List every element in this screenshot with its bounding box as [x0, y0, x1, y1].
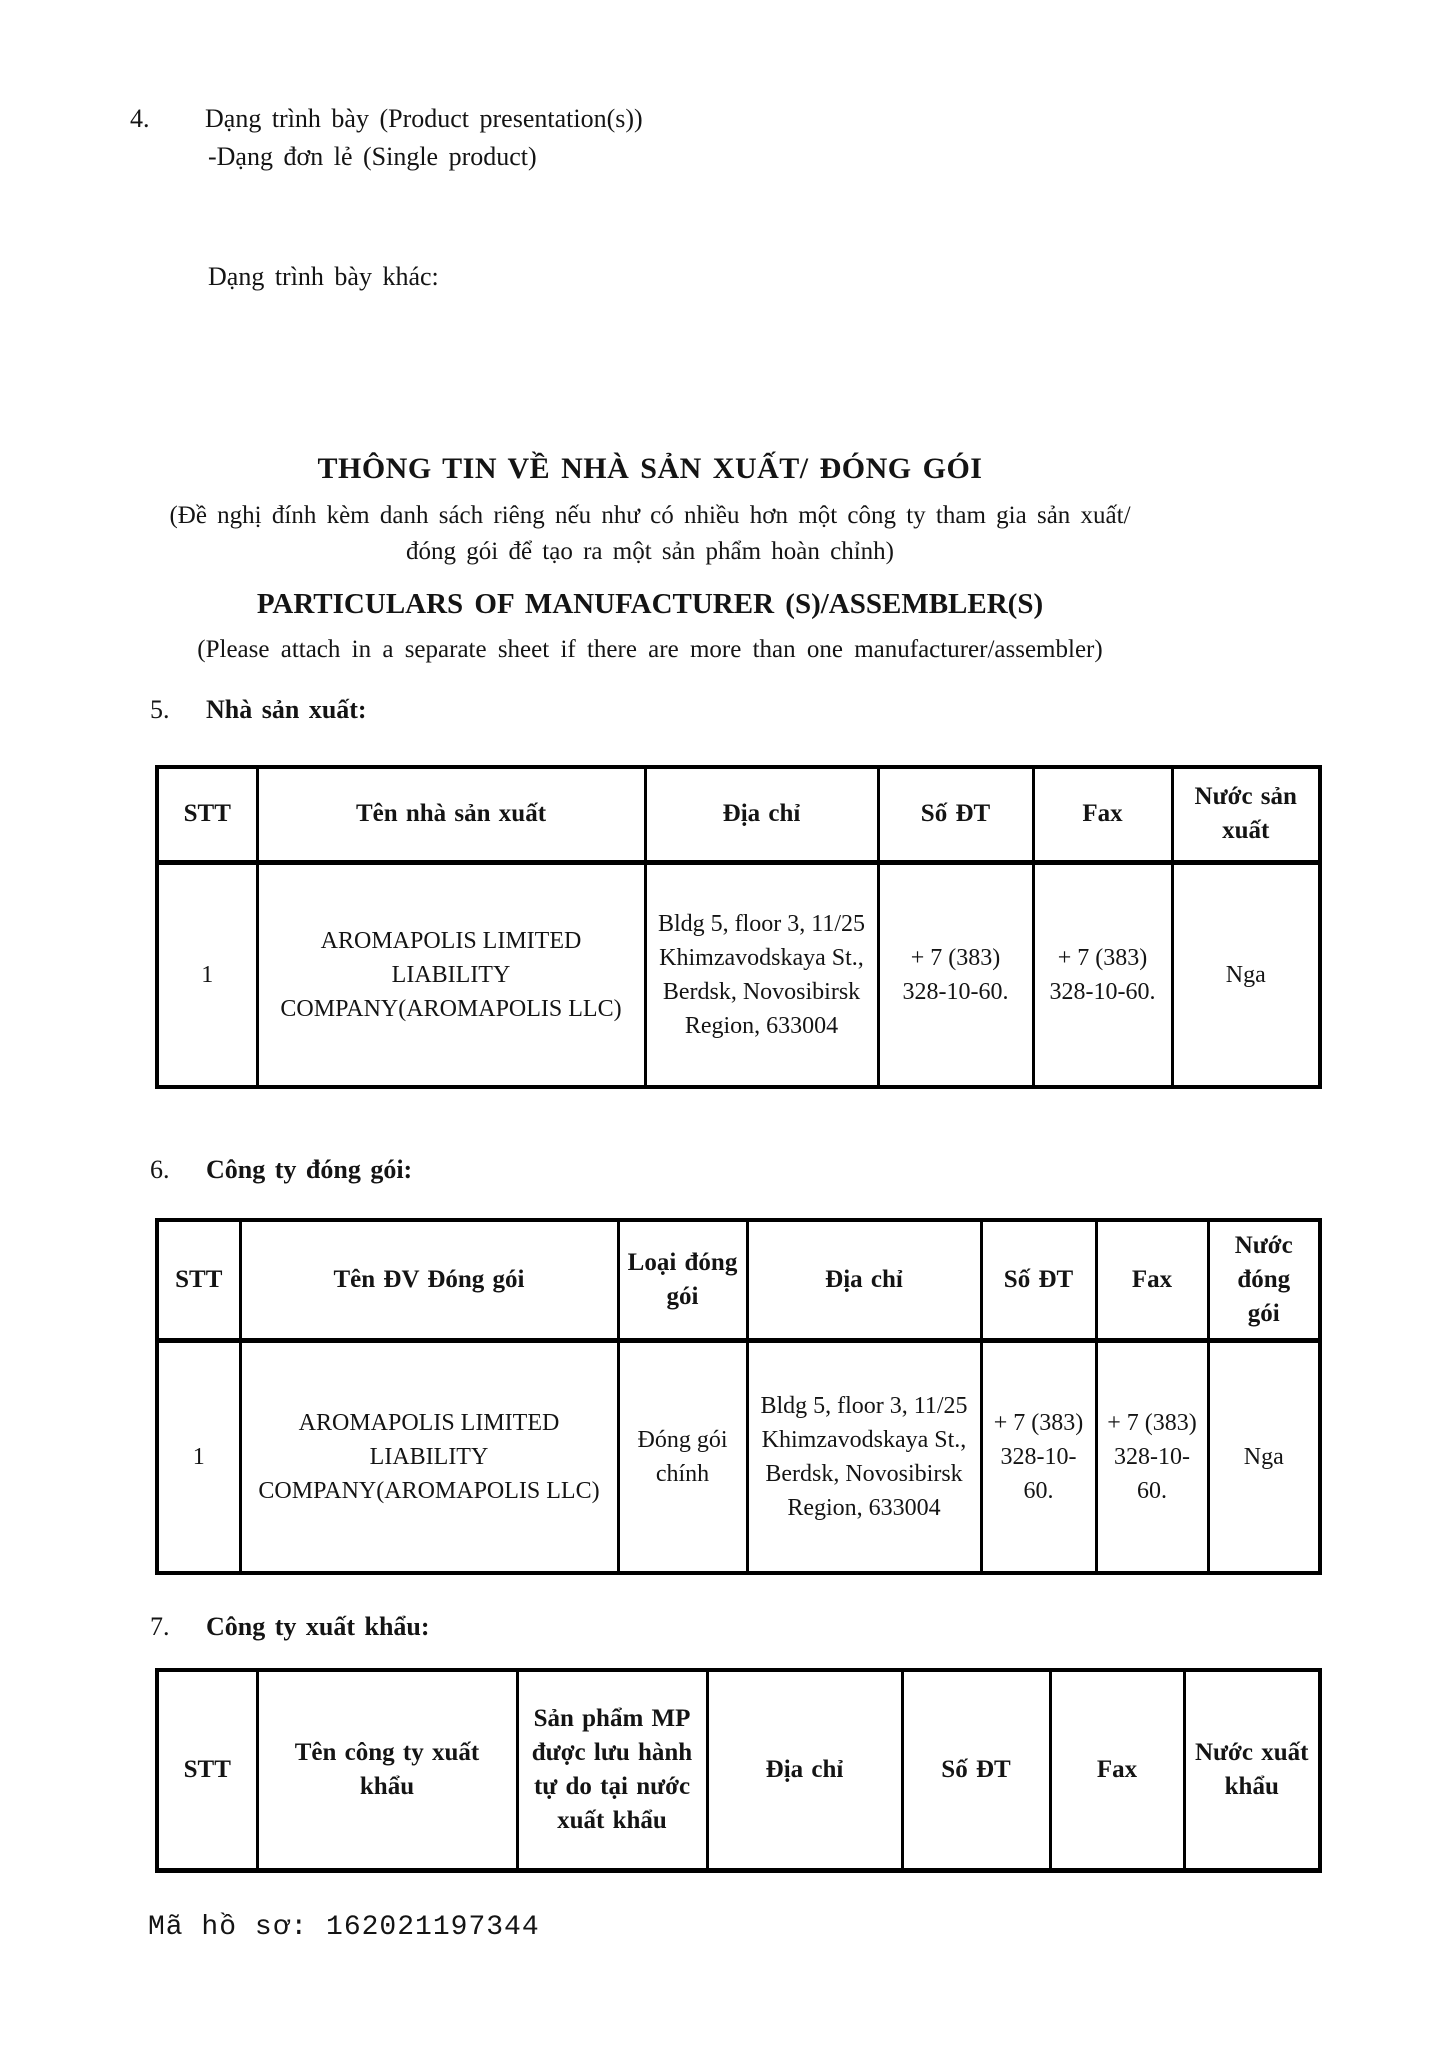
manufacturer-header-name: Tên nhà sản xuất [257, 767, 645, 862]
manufacturer-table-header-row [157, 767, 1320, 862]
packaging-cell-stt: 1 [157, 1340, 240, 1573]
packaging-cell-fax: + 7 (383) 328-10-60. [1096, 1340, 1208, 1573]
packaging-header-address: Địa chỉ [747, 1220, 981, 1340]
section-4-single-product: -Dạng đơn lẻ (Single product) [208, 142, 537, 171]
packaging-cell-phone: + 7 (383) 328-10-60. [981, 1340, 1096, 1573]
section-4-title: Dạng trình bày (Product presentation(s)) [205, 104, 643, 133]
manufacturer-cell-address: Bldg 5, floor 3, 11/25 Khimzavodskaya St., Berdsk, Novosibirsk Region, 633004 [645, 862, 878, 1087]
manufacturer-table-row [157, 862, 1320, 1087]
packaging-header-country: Nước đóng gói [1208, 1220, 1320, 1340]
section-7-label [150, 1612, 430, 1642]
section-7-number: 7. [150, 1612, 170, 1641]
export-header-stt: STT [157, 1670, 257, 1870]
packaging-table [155, 1218, 1322, 1575]
manufacturer-cell-stt: 1 [157, 862, 257, 1087]
section-5-title: Nhà sản xuất: [206, 695, 367, 724]
dossier-code: Mã hồ sơ: 162021197344 [148, 1912, 540, 1943]
manufacturer-header-stt: STT [157, 767, 257, 862]
subtitle-vietnamese: (Đề nghị đính kèm danh sách riêng nếu như có nhiều hơn một công ty tham gia sản xuất/ đóng gói để tạo ra một sản phẩm hoàn chỉnh) [169, 502, 1131, 565]
section-4-product-presentation [130, 100, 1030, 176]
export-table-header-row [157, 1670, 1320, 1870]
export-header-fax: Fax [1050, 1670, 1184, 1870]
manufacturer-header-phone: Số ĐT [878, 767, 1033, 862]
manufacturer-header-address: Địa chỉ [645, 767, 878, 862]
packaging-cell-type: Đóng gói chính [618, 1340, 747, 1573]
export-header-address: Địa chỉ [707, 1670, 902, 1870]
export-header-free-sale: Sản phẩm MP được lưu hành tự do tại nước xuất khẩu [517, 1670, 707, 1870]
section-5-label [150, 695, 367, 725]
packaging-header-phone: Số ĐT [981, 1220, 1096, 1340]
heading-english: PARTICULARS OF MANUFACTURER (S)/ASSEMBLER(S) [256, 588, 1044, 620]
manufacturer-cell-country: Nga [1172, 862, 1320, 1087]
manufacturer-table [155, 765, 1322, 1089]
packaging-header-stt: STT [157, 1220, 240, 1340]
export-table [155, 1668, 1322, 1873]
manufacturer-header-country: Nước sản xuất [1172, 767, 1320, 862]
packaging-header-name: Tên ĐV Đóng gói [240, 1220, 618, 1340]
section-6-number: 6. [150, 1155, 170, 1184]
packaging-table-row [157, 1340, 1320, 1573]
packaging-header-fax: Fax [1096, 1220, 1208, 1340]
manufacturer-cell-name: AROMAPOLIS LIMITED LIABILITY COMPANY(AROMAPOLIS LLC) [257, 862, 645, 1087]
section-4-number: 4. [130, 104, 150, 133]
manufacturer-cell-fax: + 7 (383) 328-10-60. [1033, 862, 1172, 1087]
manufacturer-cell-phone: + 7 (383) 328-10-60. [878, 862, 1033, 1087]
section-6-label [150, 1155, 412, 1185]
export-header-phone: Số ĐT [902, 1670, 1050, 1870]
manufacturer-header-fax: Fax [1033, 767, 1172, 862]
section-6-title: Công ty đóng gói: [206, 1155, 413, 1184]
section-5-number: 5. [150, 695, 170, 724]
packaging-cell-name: AROMAPOLIS LIMITED LIABILITY COMPANY(AROMAPOLIS LLC) [240, 1340, 618, 1573]
packaging-cell-address: Bldg 5, floor 3, 11/25 Khimzavodskaya St., Berdsk, Novosibirsk Region, 633004 [747, 1340, 981, 1573]
packaging-header-type: Loại đóng gói [618, 1220, 747, 1340]
heading-vietnamese: THÔNG TIN VỀ NHÀ SẢN XUẤT/ ĐÓNG GÓI [317, 452, 983, 485]
export-header-name: Tên công ty xuất khẩu [257, 1670, 517, 1870]
packaging-table-header-row [157, 1220, 1320, 1340]
section-7-title: Công ty xuất khẩu: [206, 1612, 430, 1641]
other-presentation-label: Dạng trình bày khác: [208, 262, 439, 291]
subtitle-english: (Please attach in a separate sheet if there are more than one manufacturer/assembler) [197, 636, 1103, 663]
export-header-country: Nước xuất khẩu [1184, 1670, 1320, 1870]
packaging-cell-country: Nga [1208, 1340, 1320, 1573]
